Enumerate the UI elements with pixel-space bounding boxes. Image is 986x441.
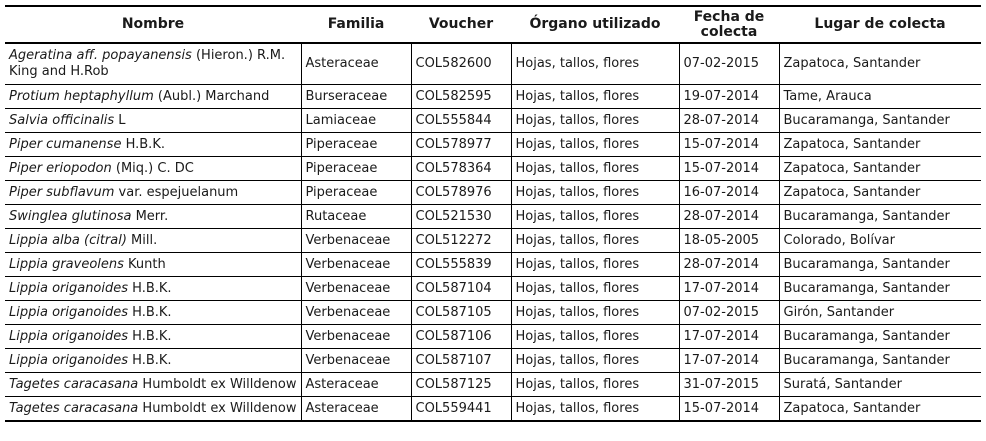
cell-nombre bbox=[5, 253, 301, 277]
cell-organo: Hojas, tallos, flores bbox=[511, 301, 679, 325]
cell-nombre bbox=[5, 157, 301, 181]
cell-lugar: Suratá, Santander bbox=[779, 373, 981, 397]
cell-organo: Hojas, tallos, flores bbox=[511, 229, 679, 253]
species-name: Protium heptaphyllum bbox=[9, 88, 154, 104]
table-row bbox=[5, 205, 981, 229]
cell-voucher: COL587125 bbox=[411, 373, 511, 397]
species-name: Lippia origanoides bbox=[9, 280, 129, 296]
cell-familia: Rutaceae bbox=[301, 205, 411, 229]
cell-nombre bbox=[5, 397, 301, 422]
header-fecha-line2: colecta bbox=[700, 23, 758, 40]
cell-familia: Piperaceae bbox=[301, 181, 411, 205]
cell-familia: Verbenaceae bbox=[301, 325, 411, 349]
cell-fecha: 07-02-2015 bbox=[679, 301, 779, 325]
cell-organo: Hojas, tallos, flores bbox=[511, 397, 679, 422]
cell-familia: Verbenaceae bbox=[301, 301, 411, 325]
cell-familia: Verbenaceae bbox=[301, 253, 411, 277]
cell-lugar: Bucaramanga, Santander bbox=[779, 205, 981, 229]
species-name: Lippia origanoides bbox=[9, 328, 129, 344]
table-row bbox=[5, 397, 981, 422]
species-authority: Mill. bbox=[126, 232, 158, 248]
cell-familia: Verbenaceae bbox=[301, 229, 411, 253]
cell-organo: Hojas, tallos, flores bbox=[511, 325, 679, 349]
cell-nombre bbox=[5, 325, 301, 349]
header-fecha bbox=[679, 6, 779, 43]
cell-familia: Piperaceae bbox=[301, 157, 411, 181]
table-row bbox=[5, 277, 981, 301]
cell-voucher: COL587104 bbox=[411, 277, 511, 301]
table-header bbox=[5, 6, 981, 43]
cell-familia: Verbenaceae bbox=[301, 349, 411, 373]
species-name: Tagetes caracasana bbox=[9, 400, 139, 416]
table-row bbox=[5, 109, 981, 133]
table-row bbox=[5, 349, 981, 373]
table-row bbox=[5, 181, 981, 205]
species-name: Lippia origanoides bbox=[9, 304, 129, 320]
table-body bbox=[5, 43, 981, 421]
cell-voucher: COL587107 bbox=[411, 349, 511, 373]
cell-lugar: Girón, Santander bbox=[779, 301, 981, 325]
cell-nombre bbox=[5, 229, 301, 253]
cell-nombre bbox=[5, 133, 301, 157]
species-authority: Humboldt ex Willdenow bbox=[138, 376, 297, 392]
cell-organo: Hojas, tallos, flores bbox=[511, 205, 679, 229]
cell-fecha: 31-07-2015 bbox=[679, 373, 779, 397]
cell-familia: Asteraceae bbox=[301, 397, 411, 422]
cell-lugar: Bucaramanga, Santander bbox=[779, 325, 981, 349]
species-authority: L bbox=[114, 112, 126, 128]
cell-nombre bbox=[5, 43, 301, 85]
species-name: Piper eriopodon bbox=[9, 160, 112, 176]
cell-voucher: COL578977 bbox=[411, 133, 511, 157]
cell-fecha: 18-05-2005 bbox=[679, 229, 779, 253]
cell-fecha: 07-02-2015 bbox=[679, 43, 779, 85]
cell-nombre bbox=[5, 349, 301, 373]
species-authority: H.B.K. bbox=[128, 304, 172, 320]
cell-lugar: Bucaramanga, Santander bbox=[779, 253, 981, 277]
table-row bbox=[5, 301, 981, 325]
species-authority: (Aubl.) Marchand bbox=[153, 88, 270, 104]
cell-organo: Hojas, tallos, flores bbox=[511, 157, 679, 181]
table-row bbox=[5, 43, 981, 85]
species-name: Salvia officinalis bbox=[9, 112, 115, 128]
cell-voucher: COL587105 bbox=[411, 301, 511, 325]
cell-familia: Piperaceae bbox=[301, 133, 411, 157]
cell-familia: Asteraceae bbox=[301, 43, 411, 85]
species-name: Lippia alba (citral) bbox=[9, 232, 127, 248]
cell-fecha: 15-07-2014 bbox=[679, 157, 779, 181]
cell-fecha: 15-07-2014 bbox=[679, 397, 779, 422]
cell-lugar: Tame, Arauca bbox=[779, 85, 981, 109]
species-name: Swinglea glutinosa bbox=[9, 208, 132, 224]
cell-fecha: 15-07-2014 bbox=[679, 133, 779, 157]
cell-nombre bbox=[5, 85, 301, 109]
cell-voucher: COL587106 bbox=[411, 325, 511, 349]
cell-lugar: Zapatoca, Santander bbox=[779, 397, 981, 422]
header-organo: Órgano utilizado bbox=[511, 6, 679, 43]
cell-organo: Hojas, tallos, flores bbox=[511, 133, 679, 157]
cell-nombre bbox=[5, 181, 301, 205]
cell-familia: Asteraceae bbox=[301, 373, 411, 397]
header-lugar: Lugar de colecta bbox=[779, 6, 981, 43]
species-authority: (Miq.) C. DC bbox=[111, 160, 194, 176]
cell-lugar: Zapatoca, Santander bbox=[779, 157, 981, 181]
cell-fecha: 16-07-2014 bbox=[679, 181, 779, 205]
species-authority: H.B.K. bbox=[128, 352, 172, 368]
species-authority: Kunth bbox=[123, 256, 166, 272]
species-authority: H.B.K. bbox=[128, 328, 172, 344]
cell-nombre bbox=[5, 373, 301, 397]
cell-fecha: 28-07-2014 bbox=[679, 205, 779, 229]
table-row bbox=[5, 133, 981, 157]
cell-voucher: COL578976 bbox=[411, 181, 511, 205]
cell-organo: Hojas, tallos, flores bbox=[511, 349, 679, 373]
cell-organo: Hojas, tallos, flores bbox=[511, 85, 679, 109]
cell-organo: Hojas, tallos, flores bbox=[511, 277, 679, 301]
header-row bbox=[5, 6, 981, 43]
cell-fecha: 19-07-2014 bbox=[679, 85, 779, 109]
header-nombre: Nombre bbox=[5, 6, 301, 43]
cell-lugar: Zapatoca, Santander bbox=[779, 181, 981, 205]
cell-familia: Burseraceae bbox=[301, 85, 411, 109]
species-name: Piper cumanense bbox=[9, 136, 122, 152]
cell-voucher: COL555844 bbox=[411, 109, 511, 133]
cell-organo: Hojas, tallos, flores bbox=[511, 43, 679, 85]
species-authority: var. espejuelanum bbox=[114, 184, 239, 200]
cell-nombre bbox=[5, 109, 301, 133]
species-authority: H.B.K. bbox=[128, 280, 172, 296]
cell-nombre bbox=[5, 277, 301, 301]
cell-organo: Hojas, tallos, flores bbox=[511, 181, 679, 205]
species-authority: H.B.K. bbox=[121, 136, 165, 152]
species-authority: Merr. bbox=[131, 208, 169, 224]
cell-nombre bbox=[5, 205, 301, 229]
table-row bbox=[5, 325, 981, 349]
header-fecha-line1: Fecha de bbox=[693, 8, 765, 25]
header-voucher: Voucher bbox=[411, 6, 511, 43]
cell-familia: Verbenaceae bbox=[301, 277, 411, 301]
species-name: Lippia graveolens bbox=[9, 256, 124, 272]
table-row bbox=[5, 85, 981, 109]
cell-voucher: COL555839 bbox=[411, 253, 511, 277]
cell-organo: Hojas, tallos, flores bbox=[511, 373, 679, 397]
species-authority: (Hieron.) R.M. King and H.Rob bbox=[9, 48, 286, 79]
species-authority: Humboldt ex Willdenow bbox=[138, 400, 297, 416]
cell-fecha: 17-07-2014 bbox=[679, 277, 779, 301]
cell-organo: Hojas, tallos, flores bbox=[511, 109, 679, 133]
cell-lugar: Bucaramanga, Santander bbox=[779, 109, 981, 133]
cell-voucher: COL578364 bbox=[411, 157, 511, 181]
cell-lugar: Bucaramanga, Santander bbox=[779, 277, 981, 301]
cell-voucher: COL582595 bbox=[411, 85, 511, 109]
cell-voucher: COL559441 bbox=[411, 397, 511, 422]
cell-voucher: COL521530 bbox=[411, 205, 511, 229]
table-row bbox=[5, 373, 981, 397]
header-familia: Familia bbox=[301, 6, 411, 43]
cell-fecha: 17-07-2014 bbox=[679, 325, 779, 349]
cell-lugar: Zapatoca, Santander bbox=[779, 133, 981, 157]
cell-nombre bbox=[5, 301, 301, 325]
cell-lugar: Zapatoca, Santander bbox=[779, 43, 981, 85]
cell-fecha: 28-07-2014 bbox=[679, 253, 779, 277]
species-name: Tagetes caracasana bbox=[9, 376, 139, 392]
cell-familia: Lamiaceae bbox=[301, 109, 411, 133]
cell-lugar: Colorado, Bolívar bbox=[779, 229, 981, 253]
cell-voucher: COL582600 bbox=[411, 43, 511, 85]
table-row bbox=[5, 229, 981, 253]
table-row bbox=[5, 157, 981, 181]
cell-fecha: 28-07-2014 bbox=[679, 109, 779, 133]
cell-voucher: COL512272 bbox=[411, 229, 511, 253]
cell-organo: Hojas, tallos, flores bbox=[511, 253, 679, 277]
species-name: Piper subflavum bbox=[9, 184, 115, 200]
table-row bbox=[5, 253, 981, 277]
cell-lugar: Bucaramanga, Santander bbox=[779, 349, 981, 373]
cell-fecha: 17-07-2014 bbox=[679, 349, 779, 373]
specimens-table bbox=[5, 5, 981, 422]
species-name: Ageratina aff. popayanensis bbox=[9, 48, 192, 63]
species-name: Lippia origanoides bbox=[9, 352, 129, 368]
